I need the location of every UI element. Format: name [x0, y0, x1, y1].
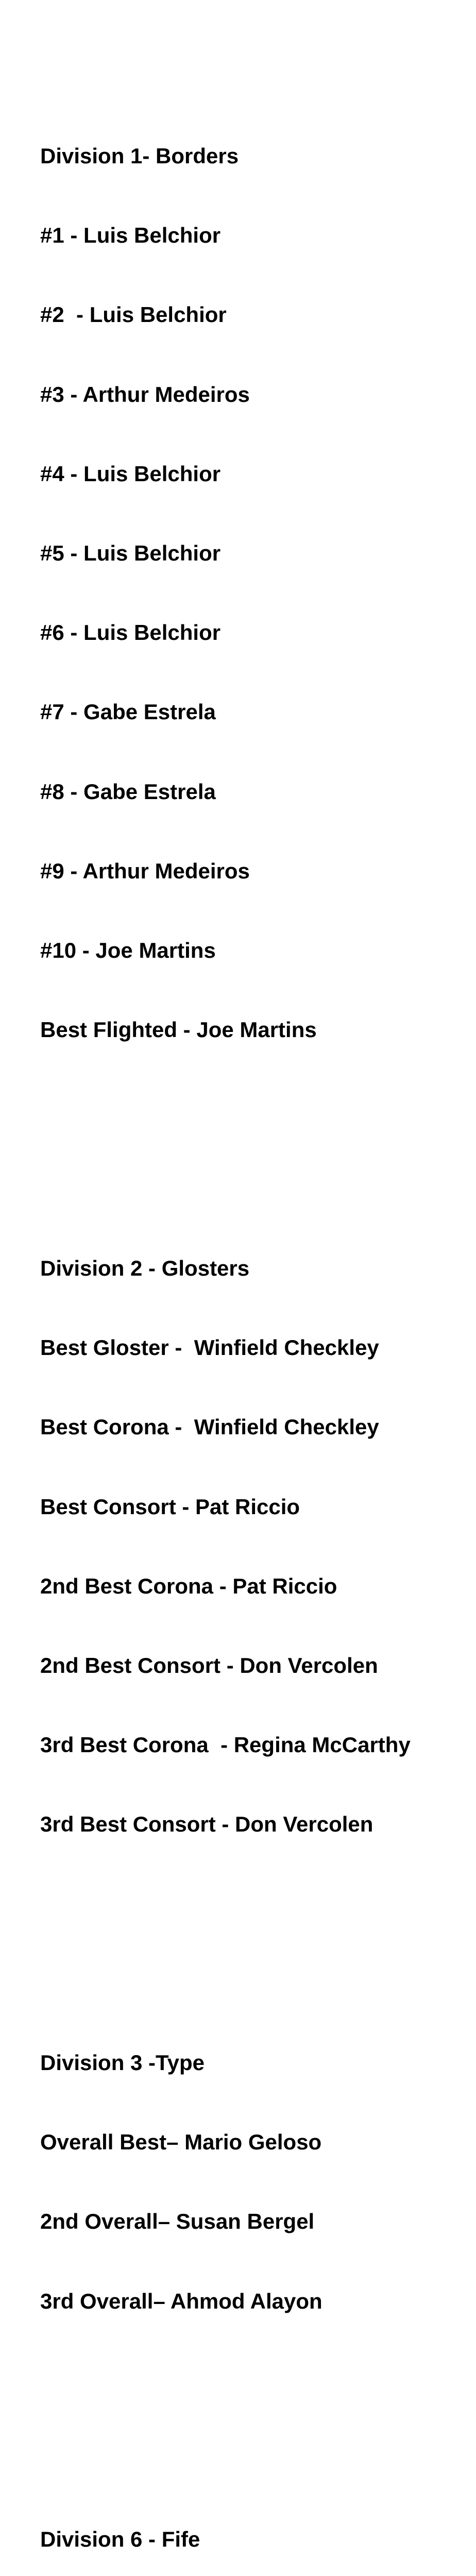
result-line: 2nd Best Consort - Don Vercolen: [40, 1653, 378, 1677]
division-3-type: [40, 1996, 473, 2367]
result-line: #1 - Luis Belchior: [40, 223, 221, 248]
results-document: [40, 10, 473, 2576]
result-line: #5 - Luis Belchior: [40, 541, 221, 566]
result-line: 3rd Overall– Ahmod Alayon: [40, 2289, 322, 2313]
result-line: #3 - Arthur Medeiros: [40, 382, 250, 406]
result-line: #8 - Gabe Estrela: [40, 779, 216, 804]
result-line: #2 - Luis Belchior: [40, 302, 227, 327]
result-line: #7 - Gabe Estrela: [40, 700, 216, 724]
result-line: #4 - Luis Belchior: [40, 461, 221, 486]
result-line: Overall Best– Mario Geloso: [40, 2130, 322, 2155]
result-line: Best Consort - Pat Riccio: [40, 1494, 300, 1519]
result-line: Best Gloster - Winfield Checkley: [40, 1335, 379, 1360]
result-line: Best Corona - Winfield Checkley: [40, 1415, 379, 1439]
result-line: 2nd Best Corona - Pat Riccio: [40, 1573, 337, 1598]
division-heading: Division 2 - Glosters: [40, 1256, 250, 1280]
division-6-fife: [40, 2473, 473, 2576]
result-line: #10 - Joe Martins: [40, 938, 216, 963]
division-1-borders: [40, 90, 473, 1096]
division-2-glosters: [40, 1202, 473, 1890]
result-line: Best Flighted - Joe Martins: [40, 1018, 317, 1042]
result-line: 3rd Best Corona - Regina McCarthy: [40, 1733, 411, 1757]
result-line: 3rd Best Consort - Don Vercolen: [40, 1812, 373, 1837]
result-line: #9 - Arthur Medeiros: [40, 858, 250, 883]
division-heading: Division 3 -Type: [40, 2050, 205, 2075]
division-heading: Division 1- Borders: [40, 144, 239, 168]
result-line: 2nd Overall– Susan Bergel: [40, 2209, 315, 2234]
division-heading: Division 6 - Fife: [40, 2527, 200, 2552]
result-line: #6 - Luis Belchior: [40, 620, 221, 645]
